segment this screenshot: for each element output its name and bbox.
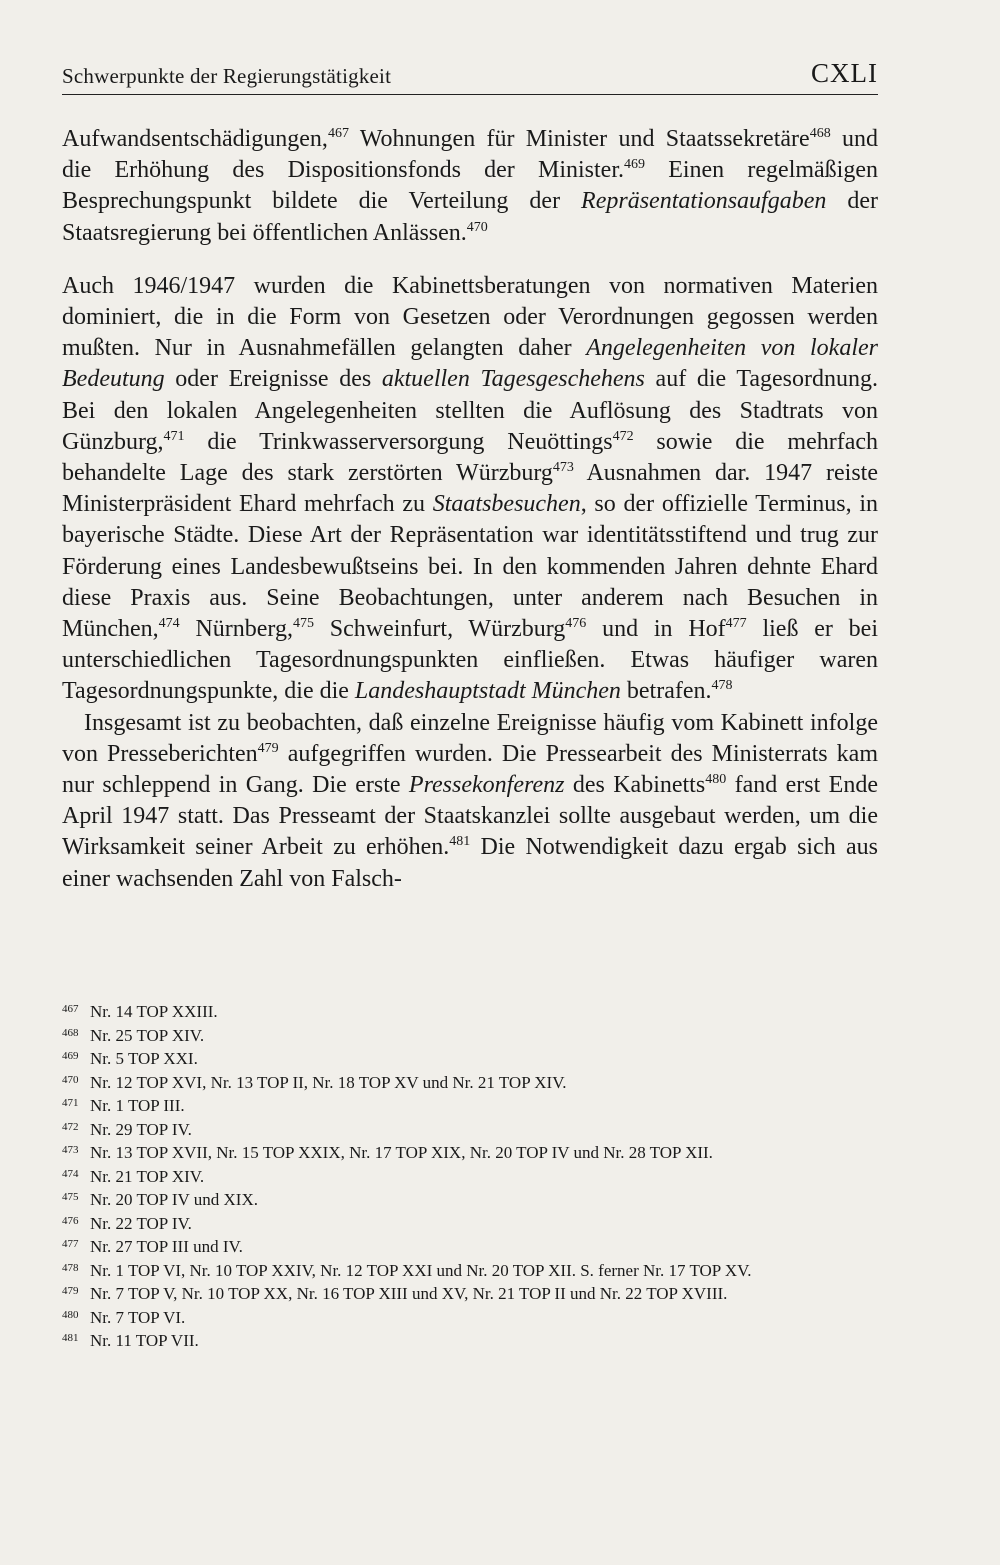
footnote: [62, 1071, 878, 1095]
running-head: Schwerpunkte der Regierungstätigkeit: [62, 64, 392, 88]
footnote-ref: 480: [705, 772, 727, 788]
text-span: betrafen.: [620, 678, 712, 705]
main-text: [62, 124, 878, 895]
text-span: Ausnahmen dar. 1947 reiste Ministerpräsident Ehard mehrfach zu: [62, 460, 878, 518]
italic-term: Repräsentationsaufgaben: [581, 188, 827, 215]
text-span: der Staatsregierung bei öffentlichen Anlässen.: [62, 188, 878, 246]
footnote-text: Nr. 7 TOP V, Nr. 10 TOP XX, Nr. 16 TOP XIII und XV, Nr. 21 TOP II und Nr. 22 TOP XVIII.: [90, 1284, 728, 1303]
page-header: [62, 56, 878, 96]
footnote-number: 467: [62, 1003, 79, 1015]
footnote: [62, 1024, 878, 1048]
footnote-text: Nr. 7 TOP VI.: [90, 1307, 186, 1327]
footnote-ref: 475: [292, 616, 314, 632]
footnote-text: Nr. 29 TOP IV.: [90, 1119, 192, 1139]
header-rule: [62, 94, 878, 95]
text-span: die Trinkwasserversorgung Neuöttings: [184, 428, 613, 455]
footnote-number: 469: [62, 1050, 79, 1062]
footnote-ref: 470: [466, 219, 488, 235]
footnote-text: Nr. 27 TOP III und IV.: [90, 1237, 243, 1256]
footnote: [62, 1212, 878, 1236]
text-span: Einen regelmäßigen Besprechungspunkt bildete die Verteilung der: [62, 157, 878, 215]
footnote-ref: 473: [552, 460, 574, 476]
footnote-text: Nr. 25 TOP XIV.: [90, 1025, 205, 1045]
footnote: [62, 1282, 878, 1306]
page-number: CXLI: [811, 58, 878, 88]
text-span: sowie die mehrfach behandelte Lage des stark zerstörten Würzburg: [62, 428, 879, 487]
text-span: , so der offizielle Terminus, in bayerische Städte. Diese Art der Repräsentation war identitätsstiftend und trug zur Förderung eines Landesbewußtseins bei. In den kommenden Jahren dehnte Ehard diese Praxis aus. Seine Beobachtungen, unter anderem nach Besuchen in München,: [62, 491, 878, 643]
footnote: [62, 1094, 878, 1118]
footnote-ref: 478: [711, 678, 733, 694]
footnote-text: Nr. 22 TOP IV.: [90, 1213, 192, 1233]
footnote-ref: 469: [624, 157, 645, 173]
footnote: [62, 1165, 878, 1189]
paragraph-1: [62, 124, 878, 249]
footnote-ref: 476: [565, 616, 587, 632]
footnote-number: 478: [62, 1261, 79, 1274]
footnote: [62, 1118, 878, 1142]
footnote-number: 479: [62, 1285, 79, 1297]
paragraph-2: [62, 271, 878, 708]
paragraph-3: [62, 708, 878, 895]
footnote-ref: 467: [327, 126, 349, 141]
footnote-text: Nr. 12 TOP XVI, Nr. 13 TOP II, Nr. 18 TOP XV und Nr. 21 TOP XIV.: [90, 1072, 567, 1092]
footnote-number: 473: [62, 1144, 79, 1156]
footnote-text: Nr. 11 TOP VII.: [90, 1331, 199, 1350]
footnote: [62, 1000, 878, 1024]
footnote-ref: 481: [449, 834, 471, 850]
italic-term: aktuellen Tagesgeschehens: [381, 366, 645, 393]
italic-term: Staatsbesuchen: [432, 491, 581, 518]
footnote-number: 474: [62, 1167, 79, 1180]
footnote-text: Nr. 20 TOP IV und XIX.: [90, 1190, 258, 1209]
footnote-number: 477: [62, 1238, 79, 1250]
footnote-number: 476: [62, 1214, 79, 1227]
text-span: und die Erhöhung des Dispositionsfonds der Minister.: [62, 126, 878, 184]
text-span: auf die Tagesordnung. Bei den lokalen Angelegenheiten stellten die Auflösung des Stadtrats von Günzburg,: [62, 366, 879, 455]
footnote: [62, 1188, 878, 1212]
footnote-ref: 477: [725, 616, 747, 632]
footnote: [62, 1047, 878, 1071]
footnote-text: Nr. 5 TOP XXI.: [90, 1049, 198, 1068]
text-span: Die Notwendigkeit dazu ergab sich aus einer wachsenden Zahl von Falsch-: [62, 834, 878, 892]
text-span: Nürnberg,: [179, 616, 293, 643]
text-span: fand erst Ende April 1947 statt. Das Presseamt der Staatskanzlei sollte ausgebaut werden, um die Wirksamkeit seiner Arbeit zu erhöhen.: [62, 772, 878, 861]
text-span: Wohnungen für Minister und Staatssekretäre: [348, 126, 810, 152]
footnote-text: Nr. 14 TOP XXIII.: [90, 1002, 218, 1021]
footnote-ref: 474: [158, 616, 180, 632]
footnote-ref: 472: [612, 428, 634, 444]
text-span: Aufwandsentschädigungen,: [62, 126, 328, 152]
footnote: [62, 1141, 878, 1165]
footnote-number: 472: [62, 1120, 79, 1133]
italic-term: Angelegenheiten von lokaler Bedeutung: [62, 335, 878, 393]
text-span: aufgegriffen wurden. Die Pressearbeit des Ministerrats kam nur schleppend in Gang. Die erste: [62, 740, 878, 799]
footnote-ref: 471: [163, 428, 185, 444]
footnote-text: Nr. 21 TOP XIV.: [90, 1166, 205, 1186]
text-span: Schweinfurt, Würzburg: [313, 616, 566, 643]
footnote-text: Nr. 1 TOP III.: [90, 1096, 185, 1115]
footnote-text: Nr. 1 TOP VI, Nr. 10 TOP XXIV, Nr. 12 TOP XXI und Nr. 20 TOP XII. S. ferner Nr. 17 TOP XV.: [90, 1260, 752, 1280]
text-span: ließ er bei unterschiedlichen Tagesordnungspunkten einfließen. Etwas häufiger waren Tagesordnungspunkte, die die: [62, 616, 878, 705]
footnote: [62, 1235, 878, 1259]
footnote-number: 470: [62, 1073, 79, 1086]
footnote-number: 471: [62, 1097, 79, 1109]
italic-term: Pressekonferenz: [408, 772, 565, 799]
footnote-ref: 468: [809, 126, 831, 141]
footnote-number: 480: [62, 1308, 79, 1321]
footnote-number: 475: [62, 1191, 79, 1203]
text-span: Auch 1946/1947 wurden die Kabinettsberatungen von normativen Materien dominiert, die in die Form von Gesetzen oder Verordnungen gegossen werden mußten. Nur in Ausnahmefällen gelangten daher: [62, 272, 878, 362]
footnote: [62, 1329, 878, 1353]
text-span: Insgesamt ist zu beobachten, daß einzelne Ereignisse häufig vom Kabinett infolge von Presseberichten: [62, 709, 878, 767]
footnote-number: 481: [62, 1332, 79, 1344]
footnote: [62, 1259, 878, 1283]
italic-term: Landeshauptstadt München: [354, 678, 621, 705]
footnote-ref: 479: [257, 740, 279, 756]
text-span: und in Hof: [586, 616, 726, 643]
footnotes: [62, 1000, 878, 1353]
footnote-text: Nr. 13 TOP XVII, Nr. 15 TOP XXIX, Nr. 17 TOP XIX, Nr. 20 TOP IV und Nr. 28 TOP XII.: [90, 1143, 713, 1162]
text-span: des Kabinetts: [564, 772, 706, 799]
footnote-number: 468: [62, 1026, 79, 1039]
footnote: [62, 1306, 878, 1330]
text-span: oder Ereignisse des: [164, 366, 382, 393]
